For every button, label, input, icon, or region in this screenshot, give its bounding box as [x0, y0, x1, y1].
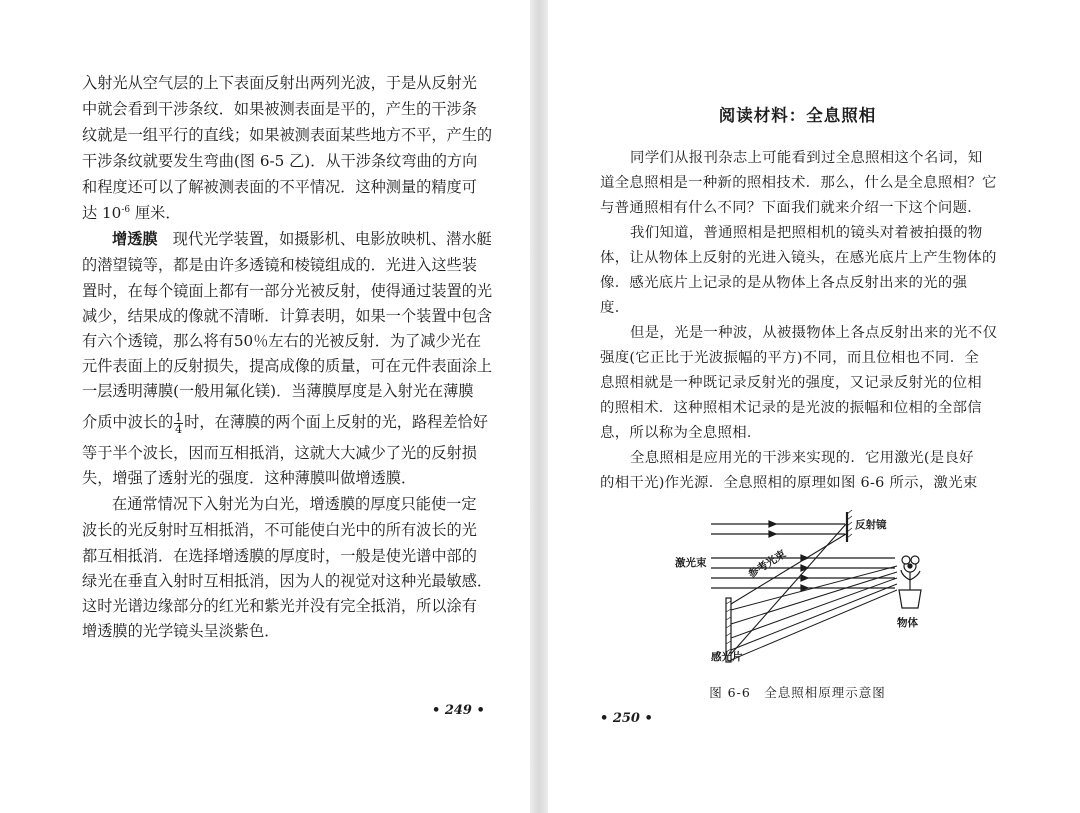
- body-line: 增透膜的光学镜头呈淡紫色．: [82, 622, 280, 640]
- plate-label: 感光片: [711, 651, 743, 663]
- body-line: 息，所以称为全息照相．: [600, 425, 762, 441]
- laser-beam-lines: [711, 521, 895, 591]
- body-line: 绿光在垂直入射时互相抵消，因为人的视觉对这种光最敏感．: [82, 572, 493, 590]
- body-line: 在通常情况下入射光为白光，增透膜的厚度只能使一定: [112, 495, 477, 513]
- body-line: 失，增强了透射光的强度．这种薄膜叫做增透膜．: [82, 469, 417, 487]
- body-line: 同学们从报刊杂志上可能看到过全息照相这个名词，知: [630, 150, 983, 166]
- laser-beam-label: 激光束: [675, 557, 707, 569]
- body-line: [82, 229, 492, 249]
- body-line: 这时光谱边缘部分的红光和紫光并没有完全抵消，所以涂有: [82, 597, 477, 615]
- body-line: 置时，在每个镜面上都有一部分光被反射，使得通过装置的光: [82, 282, 493, 300]
- body-text: 时，在薄膜的两个面上反射的光，路程差恰好: [184, 413, 488, 431]
- fraction: $\frac{1}{4}$: [175, 410, 183, 436]
- body-text: 达 10: [82, 204, 122, 222]
- body-line: 但是，光是一种波，从被摄物体上各点反射出来的光不仅: [630, 325, 998, 341]
- body-text: 厘米．: [130, 204, 181, 222]
- body-line: 体，让从物体上反射的光进入镜头，在感光底片上产生物体的: [600, 250, 997, 266]
- mirror-label: 反射镜: [855, 519, 887, 531]
- flower-pot-object: [899, 556, 921, 608]
- object-beam-lines: [731, 566, 897, 660]
- body-line: 与普通照相有什么不同？下面我们就来介绍一下这个问题．: [600, 200, 982, 216]
- body-line: 都互相抵消．在选择增透膜的厚度时，一般是使光谱中部的: [82, 547, 477, 565]
- body-line: 等于半个波长，因而互相抵消，这就大大减少了光的反射损: [82, 444, 477, 462]
- page-number: • 249 •: [432, 703, 485, 718]
- body-line: 纹就是一组平行的直线；如果被测表面某些地方不平，产生的: [82, 126, 493, 144]
- body-line: 度．: [600, 300, 630, 316]
- section-heading: 增透膜: [112, 230, 158, 248]
- reference-beam-lines: [731, 524, 846, 654]
- body-line: 的照相术．这种照相术记录的是光波的振幅和位相的全部信: [600, 400, 982, 416]
- left-page: [0, 0, 530, 813]
- body-line: 入射光从空气层的上下表面反射出两列光波，于是从反射光: [82, 74, 477, 92]
- book-gutter: [530, 0, 548, 813]
- body-line: 像．感光底片上记录的是从物体上各点反射出来的光的强: [600, 275, 968, 291]
- page-number: • 250 •: [600, 711, 653, 726]
- exponent: -6: [121, 204, 131, 215]
- body-line: 和程度还可以了解被测表面的不平情况．这种测量的精度可: [82, 178, 477, 196]
- body-line: 减少，结果成的像就不清晰．计算表明，如果一个装置中包含: [82, 307, 493, 325]
- hologram-diagram: [675, 508, 960, 670]
- body-line: 我们知道，普通照相是把照相机的镜头对着被拍摄的物: [630, 225, 983, 241]
- body-line: 波长的光反射时互相抵消，不可能使白光中的所有波长的光: [82, 521, 477, 539]
- body-line: 一层透明薄膜(一般用氟化镁)．当薄膜厚度是入射光在薄膜: [82, 382, 474, 400]
- body-line: 道全息照相是一种新的照相技术．那么，什么是全息照相？它: [600, 175, 997, 191]
- reference-beam-label: 参考光束: [746, 548, 789, 581]
- body-line: 中就会看到干涉条纹．如果被测表面是平的，产生的干涉条: [82, 100, 477, 118]
- body-text: 现代光学装置，如摄影机、电影放映机、潜水艇: [172, 230, 492, 248]
- body-line: [82, 409, 488, 435]
- mirror: [847, 510, 852, 542]
- body-line: 元件表面上的反射损失，提高成像的质量，可在元件表面涂上: [82, 357, 493, 375]
- body-line: 的相干光)作光源．全息照相的原理如图 6-6 所示，激光束: [600, 475, 978, 491]
- body-text: 介质中波长的: [82, 413, 174, 431]
- figure-caption: 图 6-6 全息照相原理示意图: [709, 685, 886, 700]
- body-line: 息照相就是一种既记录反射光的强度，又记录反射光的位相: [600, 375, 982, 391]
- body-line: 干涉条纹就要发生弯曲(图 6-5 乙)．从干涉条纹弯曲的方向: [82, 152, 478, 170]
- body-line: 的潜望镜等，都是由许多透镜和棱镜组成的．光进入这些装: [82, 256, 477, 274]
- body-line: [82, 203, 181, 223]
- body-line: 全息照相是应用光的干涉来实现的．它用激光(是良好: [630, 450, 974, 466]
- object-label: 物体: [897, 617, 918, 629]
- body-line: 有六个透镜，那么将有50％左右的光被反射．为了减少光在: [82, 332, 482, 350]
- page-title: 阅读材料：全息照相: [718, 106, 877, 125]
- body-line: 强度(它正比于光波振幅的平方)不同，而且位相也不同．全: [600, 350, 980, 366]
